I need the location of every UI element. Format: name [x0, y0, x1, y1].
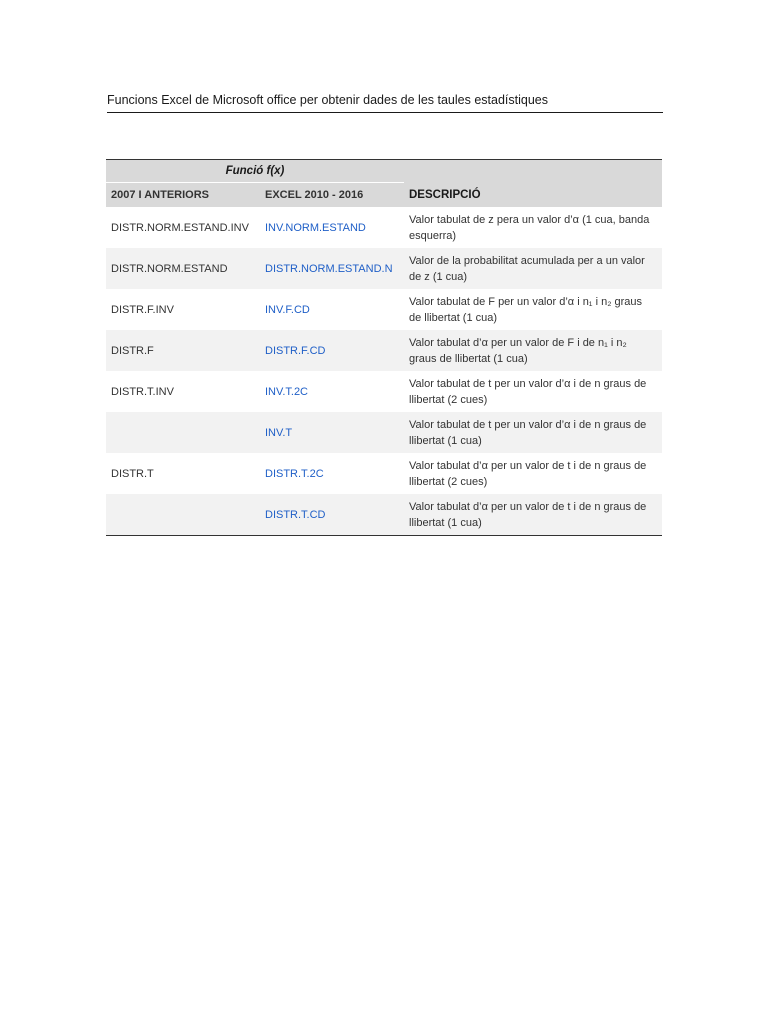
description-cell: Valor de la probabilitat acumulada per a un valor de z (1 cua) [404, 248, 662, 289]
old-function-cell: DISTR.F [106, 330, 260, 371]
description-cell: Valor tabulat d’α per un valor de F i de n₁ i n₂ graus de llibertat (1 cua) [404, 330, 662, 371]
description-cell: Valor tabulat de z pera un valor d’α (1 cua, banda esquerra) [409, 213, 650, 242]
table-row [106, 412, 662, 453]
old-function-cell: DISTR.F.INV [111, 303, 174, 316]
table-row [106, 248, 662, 289]
new-function-cell: INV.T.2C [265, 385, 309, 398]
old-function-cell [106, 412, 260, 453]
table-row [106, 453, 662, 494]
new-function-cell: DISTR.F.CD [260, 330, 404, 371]
table-row [106, 207, 662, 248]
table-row [106, 371, 662, 412]
table-header [106, 160, 662, 208]
new-function-cell: DISTR.T.CD [260, 494, 404, 536]
new-version-column-header: EXCEL 2010 - 2016 [260, 183, 404, 208]
functions-table [106, 159, 662, 536]
new-function-cell: INV.F.CD [265, 303, 310, 316]
description-cell: Valor tabulat d’α per un valor de t i de n graus de llibertat (1 cua) [404, 494, 662, 536]
new-function-cell: DISTR.T.2C [265, 467, 324, 480]
old-function-cell: DISTR.NORM.ESTAND [106, 248, 260, 289]
function-group-header: Funció f(x) [106, 160, 404, 183]
page-title: Funcions Excel de Microsoft office per obtenir dades de les taules estadístiques [107, 92, 663, 113]
new-function-cell: DISTR.NORM.ESTAND.N [260, 248, 404, 289]
new-function-cell: INV.T [260, 412, 404, 453]
description-cell: Valor tabulat de t per un valor d’α i de n graus de llibertat (1 cua) [404, 412, 662, 453]
description-column-header: DESCRIPCIÓ [404, 160, 662, 208]
table-body [106, 207, 662, 536]
old-function-cell: DISTR.T.INV [111, 385, 174, 398]
functions-table-wrapper [106, 159, 662, 536]
old-function-cell: DISTR.T [111, 467, 154, 480]
group-header-row [106, 160, 662, 183]
description-cell: Valor tabulat d’α per un valor de t i de n graus de llibertat (2 cues) [409, 459, 647, 488]
description-cell: Valor tabulat de F per un valor d’α i n₁ i n₂ graus de llibertat (1 cua) [409, 295, 643, 324]
new-function-cell: INV.NORM.ESTAND [265, 221, 366, 234]
old-function-cell [106, 494, 260, 536]
description-cell: Valor tabulat de t per un valor d’α i de n graus de llibertat (2 cues) [409, 377, 647, 406]
table-row [106, 330, 662, 371]
old-version-column-header: 2007 I ANTERIORS [106, 183, 260, 208]
old-function-cell: DISTR.NORM.ESTAND.INV [111, 221, 249, 234]
table-row [106, 289, 662, 330]
table-row [106, 494, 662, 536]
